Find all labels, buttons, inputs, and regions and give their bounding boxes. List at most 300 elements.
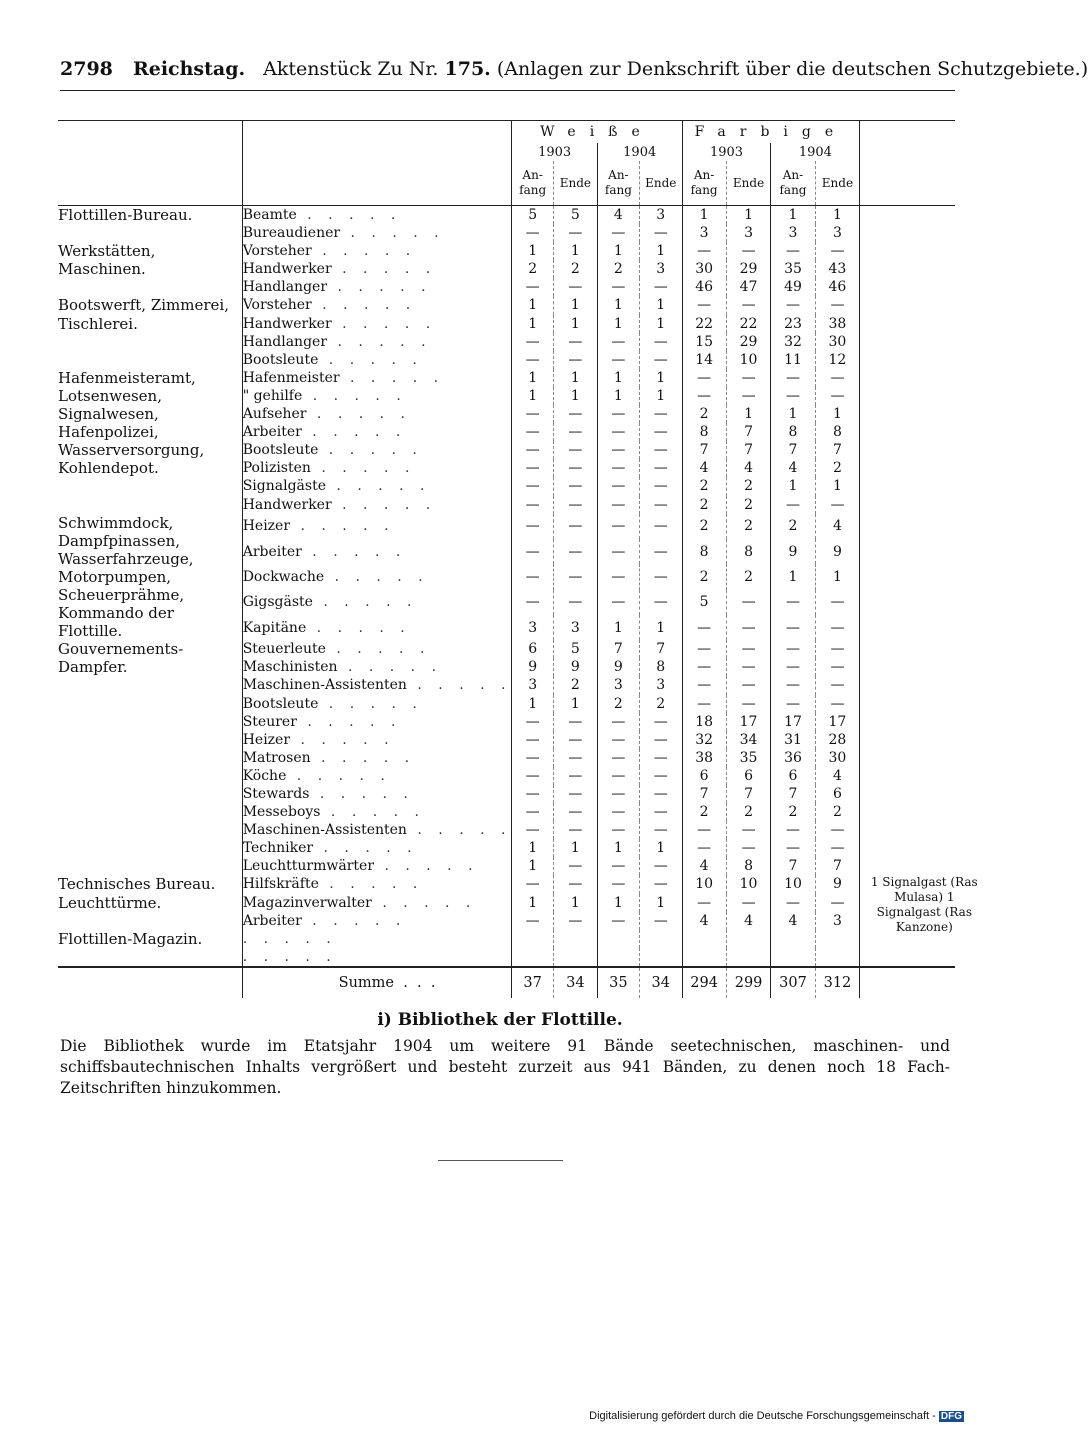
row-label-text: Bureaudiener bbox=[242, 225, 341, 242]
leader-dots: . . . . . bbox=[242, 930, 337, 947]
row-label bbox=[242, 423, 512, 441]
table-cell: — bbox=[597, 333, 639, 351]
note-cell bbox=[860, 875, 978, 935]
note-cell bbox=[860, 459, 955, 477]
table-cell: — bbox=[771, 894, 815, 912]
table-cell: 11 bbox=[771, 351, 815, 369]
table-cell: — bbox=[815, 615, 860, 640]
note-cell bbox=[860, 224, 955, 242]
table-cell: — bbox=[597, 821, 639, 839]
table-cell: — bbox=[639, 767, 682, 785]
table-cell: — bbox=[512, 731, 553, 749]
group-name: Hafenmeisteramt, Lotsenwesen, Signalwesen, Hafenpolizei, Wasserversorgung, Kohlendepot. bbox=[58, 368, 205, 478]
row-label-text: Heizer bbox=[242, 731, 291, 748]
table-cell: — bbox=[815, 590, 860, 615]
sum-cell: 299 bbox=[726, 967, 771, 998]
table-cell: — bbox=[771, 369, 815, 387]
row-label-text: Magazinverwalter bbox=[242, 894, 372, 911]
table-cell: 22 bbox=[726, 315, 771, 333]
table-cell: — bbox=[682, 695, 726, 713]
sum-empty bbox=[58, 967, 242, 998]
table-cell: — bbox=[639, 514, 682, 539]
table-row bbox=[58, 242, 955, 260]
table-cell: — bbox=[815, 640, 860, 658]
table-cell: 34 bbox=[726, 731, 771, 749]
table-cell: 3 bbox=[597, 676, 639, 694]
row-label-text: Bootsleute bbox=[242, 351, 319, 368]
row-label bbox=[242, 224, 512, 242]
table-cell: 3 bbox=[771, 224, 815, 242]
table-cell: 1 bbox=[771, 564, 815, 589]
row-label-text: Maschinisten bbox=[242, 659, 338, 676]
table-cell: 3 bbox=[512, 615, 553, 640]
table-cell: 10 bbox=[771, 875, 815, 893]
header-empty-1 bbox=[58, 121, 242, 206]
table-cell: 6 bbox=[815, 785, 860, 803]
row-label-text: Stewards bbox=[242, 786, 310, 802]
table-cell: 2 bbox=[815, 803, 860, 821]
table-cell: — bbox=[553, 405, 597, 423]
table-cell: — bbox=[771, 839, 815, 857]
table-cell: — bbox=[553, 224, 597, 242]
table-cell: 1 bbox=[815, 405, 860, 423]
table-cell: 43 bbox=[815, 260, 860, 278]
table-cell: 1 bbox=[726, 206, 771, 225]
table-cell: 23 bbox=[771, 315, 815, 333]
table-cell bbox=[815, 948, 860, 967]
table-cell: 8 bbox=[726, 857, 771, 875]
table-cell: — bbox=[553, 564, 597, 589]
row-label-text: Signalgäste bbox=[242, 478, 326, 495]
table-cell: 1 bbox=[597, 615, 639, 640]
table-cell: — bbox=[597, 857, 639, 875]
table-cell: 1 bbox=[512, 387, 553, 405]
row-label bbox=[242, 477, 512, 495]
table-cell: 46 bbox=[682, 278, 726, 296]
leader-dots: . . . . . bbox=[301, 912, 407, 929]
footnote-signalgast: 1 Signalgast (Ras Mulasa) 1 Signalgast (Ras Kanzone) bbox=[870, 875, 978, 935]
row-label-text: Maschinen-Assistenten bbox=[242, 822, 407, 839]
table-cell: 2 bbox=[771, 514, 815, 539]
personnel-table bbox=[58, 120, 978, 998]
table-cell: 1 bbox=[597, 315, 639, 333]
table-cell: 1 bbox=[639, 839, 682, 857]
table-cell: 4 bbox=[726, 459, 771, 477]
table-cell: 1 bbox=[639, 242, 682, 260]
table-cell: 2 bbox=[682, 477, 726, 495]
leader-dots: . . . . . bbox=[339, 369, 445, 386]
table-cell: 6 bbox=[512, 640, 553, 658]
table-cell: — bbox=[682, 821, 726, 839]
table-cell: — bbox=[512, 423, 553, 441]
table-cell: 5 bbox=[512, 206, 553, 225]
table-cell: 7 bbox=[726, 441, 771, 459]
table-cell: 1 bbox=[639, 894, 682, 912]
sum-cell: 307 bbox=[771, 967, 815, 998]
row-label-text: Heizer bbox=[242, 518, 291, 535]
group-name: Bootswerft, Zimmerei, Tischlerei. bbox=[58, 296, 229, 333]
table-cell: 28 bbox=[815, 731, 860, 749]
table-cell: — bbox=[597, 564, 639, 589]
table-cell: — bbox=[553, 496, 597, 514]
header-anfang: An-fang bbox=[682, 161, 726, 206]
header-anfang: An-fang bbox=[512, 161, 553, 206]
row-label bbox=[242, 514, 512, 539]
header-ende: Ende bbox=[639, 161, 682, 206]
leader-dots: . . . . . bbox=[327, 279, 432, 296]
note-cell bbox=[860, 821, 955, 839]
table-cell: — bbox=[639, 749, 682, 767]
summe-label: Summe . . . bbox=[242, 967, 512, 998]
row-label-text: Handlanger bbox=[242, 279, 328, 296]
table-cell: 1 bbox=[639, 615, 682, 640]
table-cell: 6 bbox=[726, 767, 771, 785]
table-cell: 7 bbox=[682, 441, 726, 459]
row-label bbox=[242, 767, 512, 785]
note-cell bbox=[860, 369, 955, 387]
group-name: Flottillen-Bureau. bbox=[58, 206, 193, 224]
table-cell: — bbox=[512, 514, 553, 539]
row-label-text: Hafenmeister bbox=[242, 369, 340, 386]
leader-dots: . . . . . bbox=[296, 713, 402, 730]
table-cell: — bbox=[639, 785, 682, 803]
table-cell: — bbox=[553, 875, 597, 893]
row-label bbox=[242, 839, 512, 857]
row-label bbox=[242, 296, 512, 314]
table-cell: — bbox=[597, 539, 639, 564]
table-cell: 1 bbox=[553, 315, 597, 333]
row-label-text: Steuerleute bbox=[242, 641, 326, 658]
row-label-text: Arbeiter bbox=[242, 912, 302, 929]
table-cell: — bbox=[512, 224, 553, 242]
leader-dots: . . . . . bbox=[318, 351, 423, 368]
leader-dots: . . . . . bbox=[313, 840, 418, 857]
table-cell: 1 bbox=[553, 695, 597, 713]
row-label bbox=[242, 894, 512, 912]
table-row bbox=[58, 514, 955, 539]
row-label-text: Handlanger bbox=[242, 333, 328, 350]
table-cell: 7 bbox=[726, 423, 771, 441]
table-cell: 7 bbox=[815, 441, 860, 459]
table-cell: 1 bbox=[512, 894, 553, 912]
row-label bbox=[242, 206, 512, 225]
table-cell: — bbox=[553, 749, 597, 767]
table-cell: 36 bbox=[771, 749, 815, 767]
page-number: 2798 bbox=[60, 58, 113, 80]
leader-dots: . . . . . bbox=[306, 619, 411, 636]
leader-dots: . . . . . bbox=[301, 424, 407, 441]
row-label bbox=[242, 676, 512, 694]
table-cell: 5 bbox=[553, 206, 597, 225]
header-weisse-1903: 1903 bbox=[512, 143, 597, 161]
table-cell: — bbox=[639, 713, 682, 731]
row-label-text: Maschinen-Assistenten bbox=[242, 677, 407, 694]
row-label bbox=[242, 590, 512, 615]
table-cell: 32 bbox=[771, 333, 815, 351]
row-label bbox=[242, 912, 512, 930]
table-cell: 10 bbox=[726, 875, 771, 893]
table-cell: 8 bbox=[726, 539, 771, 564]
table-row bbox=[58, 640, 955, 658]
table-cell: 7 bbox=[682, 785, 726, 803]
table-cell: 9 bbox=[512, 658, 553, 676]
table-cell: — bbox=[639, 857, 682, 875]
table-cell: — bbox=[815, 695, 860, 713]
table-cell: — bbox=[512, 767, 553, 785]
group-name: Schwimmdock, Dampfpinassen, Wasserfahrzeuge, Motorpumpen, Scheuerprähme, Kommando der Flottille. bbox=[58, 513, 194, 641]
note-cell bbox=[860, 658, 955, 676]
note-cell bbox=[860, 242, 955, 260]
table-cell: — bbox=[512, 333, 553, 351]
sum-cell: 34 bbox=[639, 967, 682, 998]
table-cell: — bbox=[726, 296, 771, 314]
row-label-text: Messeboys bbox=[242, 804, 321, 821]
row-label bbox=[242, 539, 512, 564]
table-cell: — bbox=[682, 369, 726, 387]
row-label-text: Hilfskräfte bbox=[242, 876, 319, 893]
table-cell: — bbox=[726, 640, 771, 658]
leader-dots: . . . . . bbox=[302, 387, 407, 404]
table-cell: 1 bbox=[597, 242, 639, 260]
note-cell bbox=[860, 260, 955, 278]
note-cell bbox=[860, 695, 955, 713]
group-name: Flottillen-Magazin. bbox=[58, 929, 203, 948]
table-cell: 4 bbox=[815, 767, 860, 785]
row-label bbox=[242, 803, 512, 821]
group-name: Werkstätten, Maschinen. bbox=[58, 242, 156, 279]
table-cell: — bbox=[682, 839, 726, 857]
table-cell: 12 bbox=[815, 351, 860, 369]
table-cell: — bbox=[597, 803, 639, 821]
note-cell bbox=[860, 206, 955, 225]
table-cell: — bbox=[639, 590, 682, 615]
table-cell: — bbox=[726, 615, 771, 640]
table-cell: — bbox=[512, 821, 553, 839]
row-label bbox=[242, 333, 512, 351]
table-cell: 35 bbox=[771, 260, 815, 278]
row-label bbox=[242, 351, 512, 369]
leader-dots: . . . . . bbox=[331, 315, 437, 332]
table-cell: 3 bbox=[726, 224, 771, 242]
table-cell: 1 bbox=[639, 369, 682, 387]
note-cell bbox=[860, 315, 955, 333]
header-farbige: Farbige bbox=[682, 121, 860, 144]
row-label-text: Handwerker bbox=[242, 315, 332, 332]
table-cell: — bbox=[597, 278, 639, 296]
leader-dots: . . . . . bbox=[318, 876, 424, 893]
sum-cell: 35 bbox=[597, 967, 639, 998]
table-cell: — bbox=[726, 369, 771, 387]
note-cell bbox=[860, 857, 955, 875]
table-cell: — bbox=[639, 423, 682, 441]
section-title: i) Bibliothek der Flottille. bbox=[377, 1010, 623, 1030]
table-cell: 1 bbox=[726, 405, 771, 423]
table-cell: 17 bbox=[815, 713, 860, 731]
table-cell: 2 bbox=[682, 496, 726, 514]
table-cell: 1 bbox=[553, 387, 597, 405]
table-cell: — bbox=[512, 477, 553, 495]
table-cell: — bbox=[726, 695, 771, 713]
note-cell bbox=[860, 477, 955, 495]
table-row bbox=[58, 206, 955, 225]
table-cell: — bbox=[553, 713, 597, 731]
table-cell: — bbox=[815, 658, 860, 676]
table-cell: 2 bbox=[815, 459, 860, 477]
table-cell: — bbox=[597, 405, 639, 423]
leader-dots: . . . . . bbox=[310, 460, 416, 477]
table-cell: — bbox=[815, 676, 860, 694]
table-cell: 1 bbox=[553, 839, 597, 857]
row-label-text: " gehilfe bbox=[242, 387, 303, 404]
row-label bbox=[242, 260, 512, 278]
table-cell bbox=[553, 948, 597, 967]
table-cell: 30 bbox=[815, 333, 860, 351]
row-label bbox=[242, 785, 512, 803]
leader-dots: . . . . . bbox=[340, 225, 445, 242]
table-cell: 1 bbox=[597, 369, 639, 387]
leader-dots: . . . . . bbox=[331, 496, 437, 513]
table-cell: 1 bbox=[512, 857, 553, 875]
table-cell: 1 bbox=[771, 477, 815, 495]
header-farbige-1903: 1903 bbox=[682, 143, 771, 161]
table-cell: 7 bbox=[815, 857, 860, 875]
table-cell bbox=[815, 930, 860, 948]
row-label bbox=[242, 695, 512, 713]
table-cell: — bbox=[639, 564, 682, 589]
table-cell: — bbox=[597, 224, 639, 242]
table-cell: 4 bbox=[682, 912, 726, 930]
row-label-text: Bootsleute bbox=[242, 695, 319, 712]
table-cell: 1 bbox=[771, 405, 815, 423]
table-cell: 2 bbox=[553, 676, 597, 694]
row-label-text: Vorsteher bbox=[242, 297, 312, 314]
table-cell bbox=[639, 930, 682, 948]
table-cell: 47 bbox=[726, 278, 771, 296]
table-cell: — bbox=[771, 387, 815, 405]
table-cell: — bbox=[639, 803, 682, 821]
table-cell: — bbox=[726, 839, 771, 857]
table-cell: — bbox=[771, 590, 815, 615]
row-label bbox=[242, 857, 512, 875]
row-label-text: Beamte bbox=[242, 207, 297, 223]
section-paragraph: Die Bibliothek wurde im Etatsjahr 1904 um weitere 91 Bände seetechnischen, maschinen- und schiffsbautechnischen Inhalts vergrößert und besteht zurzeit aus 941 Bänden, zu denen noch 18 Fach-Zeitschriften hinzukommen. bbox=[60, 1037, 950, 1097]
table-cell: 2 bbox=[771, 803, 815, 821]
leader-dots: . . . . . bbox=[406, 822, 512, 839]
table-cell: — bbox=[639, 539, 682, 564]
table-cell: 3 bbox=[553, 615, 597, 640]
row-label-text: Handwerker bbox=[242, 261, 332, 278]
table-cell: 1 bbox=[553, 296, 597, 314]
table-cell: 2 bbox=[682, 405, 726, 423]
row-label-text: Dockwache bbox=[242, 568, 325, 585]
table-cell: 1 bbox=[597, 296, 639, 314]
table-cell: 2 bbox=[682, 514, 726, 539]
table-cell: — bbox=[553, 423, 597, 441]
note-cell bbox=[860, 767, 955, 785]
leader-dots: . . . . . bbox=[374, 858, 479, 875]
table-cell: — bbox=[597, 477, 639, 495]
table-cell: 2 bbox=[726, 477, 771, 495]
table-cell: 1 bbox=[815, 206, 860, 225]
leader-dots: . . . . . bbox=[318, 442, 423, 459]
leader-dots: . . . . . bbox=[324, 568, 429, 585]
table-cell: 46 bbox=[815, 278, 860, 296]
row-label bbox=[242, 930, 512, 948]
table-cell: — bbox=[597, 459, 639, 477]
group-name: Technisches Bureau. bbox=[58, 875, 216, 894]
table-cell: — bbox=[639, 224, 682, 242]
note-cell bbox=[860, 387, 955, 405]
row-label bbox=[242, 875, 512, 893]
table-cell: 7 bbox=[771, 857, 815, 875]
header-doc-number: 175. bbox=[444, 58, 491, 80]
table-cell: 15 bbox=[682, 333, 726, 351]
table-cell: 4 bbox=[771, 459, 815, 477]
table-cell: — bbox=[726, 242, 771, 260]
table-cell: 6 bbox=[682, 767, 726, 785]
table-cell: 17 bbox=[771, 713, 815, 731]
row-label bbox=[242, 242, 512, 260]
leader-dots: . . . . . bbox=[286, 767, 391, 784]
table-cell: 8 bbox=[771, 423, 815, 441]
row-label-text: Aufseher bbox=[242, 406, 307, 423]
leader-dots: . . . . . bbox=[301, 543, 407, 560]
table-cell: 1 bbox=[682, 206, 726, 225]
closing-rule bbox=[438, 1160, 563, 1161]
note-cell bbox=[860, 713, 955, 731]
table-cell: — bbox=[639, 875, 682, 893]
sum-cell: 294 bbox=[682, 967, 726, 998]
table-cell: 7 bbox=[726, 785, 771, 803]
table-cell: 2 bbox=[726, 496, 771, 514]
table-cell: 1 bbox=[553, 242, 597, 260]
table-cell: — bbox=[512, 912, 553, 930]
table-cell: — bbox=[771, 242, 815, 260]
row-label-text: Arbeiter bbox=[242, 424, 302, 441]
table-cell: — bbox=[597, 912, 639, 930]
table-cell: — bbox=[639, 912, 682, 930]
leader-dots: . . . . . bbox=[325, 641, 431, 658]
table-cell: — bbox=[639, 351, 682, 369]
table-cell: — bbox=[726, 590, 771, 615]
row-label bbox=[242, 315, 512, 333]
group-name: Gouvernements-Dampfer. bbox=[58, 640, 184, 677]
table-cell: — bbox=[771, 695, 815, 713]
table-cell: — bbox=[597, 731, 639, 749]
table-cell: 1 bbox=[597, 894, 639, 912]
table-cell: — bbox=[512, 351, 553, 369]
table-cell: — bbox=[512, 539, 553, 564]
table-cell bbox=[512, 930, 553, 948]
row-label bbox=[242, 658, 512, 676]
row-label bbox=[242, 713, 512, 731]
note-cell bbox=[860, 514, 955, 539]
table-cell: — bbox=[639, 821, 682, 839]
table-cell: 30 bbox=[815, 749, 860, 767]
table-cell: — bbox=[553, 514, 597, 539]
note-cell bbox=[860, 564, 955, 589]
note-cell bbox=[860, 948, 955, 967]
table-cell: 3 bbox=[639, 676, 682, 694]
table-cell: 1 bbox=[639, 387, 682, 405]
table-cell: 3 bbox=[815, 912, 860, 930]
table-cell: 2 bbox=[682, 803, 726, 821]
row-label bbox=[242, 821, 512, 839]
table-cell: 7 bbox=[639, 640, 682, 658]
note-cell bbox=[860, 423, 955, 441]
leader-dots: . . . . . bbox=[406, 677, 512, 694]
table-cell: — bbox=[553, 459, 597, 477]
